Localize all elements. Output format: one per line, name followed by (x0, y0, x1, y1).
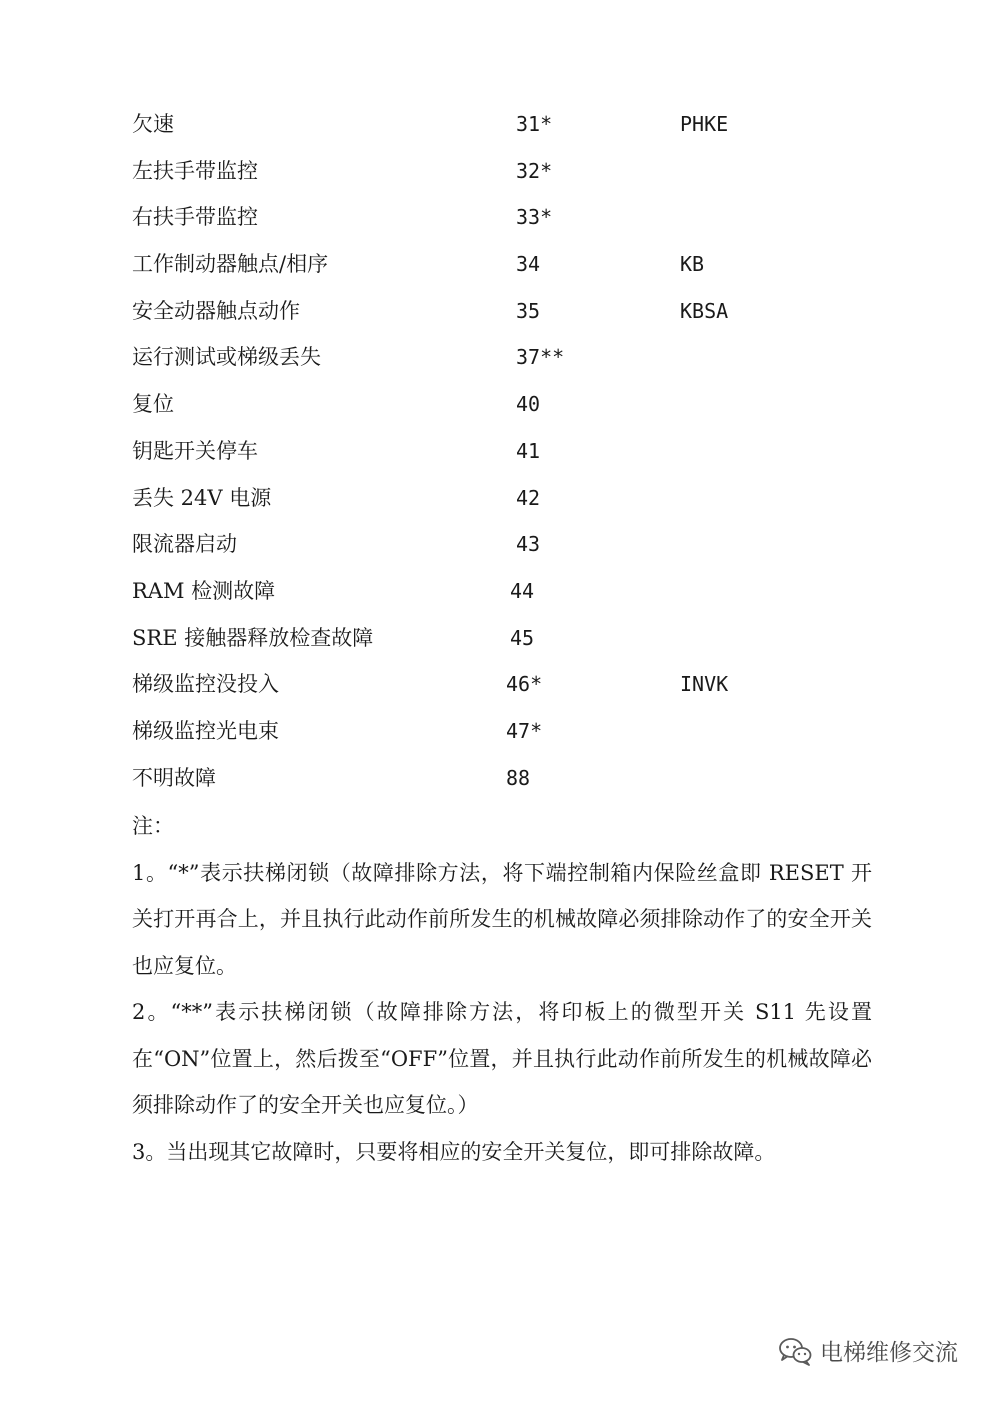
fault-name: 不明故障 (132, 765, 216, 790)
fault-code: 42 (516, 485, 541, 510)
table-row (132, 477, 892, 524)
table-row (132, 570, 892, 617)
wechat-icon (778, 1336, 812, 1366)
note-item-1: 1。“*”表示扶梯闭锁（故障排除方法，将下端控制箱内保险丝盒即 RESET 开关打开再合上，并且执行此动作前所发生的机械故障必须排除动作了的安全开关也应复位。 (132, 860, 872, 978)
table-row (132, 150, 892, 197)
table-row (132, 103, 892, 150)
table-row (132, 290, 892, 337)
fault-code: 46* (506, 672, 543, 697)
fault-code: 40 (516, 392, 541, 417)
table-row (132, 383, 892, 430)
fault-name: 限流器启动 (132, 532, 237, 557)
fault-code: 35 (516, 298, 541, 323)
fault-name: 钥匙开关停车 (132, 438, 258, 463)
fault-code: 41 (516, 438, 541, 463)
notes-heading: 注： (132, 814, 174, 838)
watermark (778, 1334, 958, 1367)
fault-code: 37** (516, 345, 565, 370)
fault-code: 34 (516, 252, 541, 277)
fault-code-table (132, 103, 892, 803)
fault-name: 安全动器触点动作 (132, 298, 300, 323)
fault-abbr: INVK (680, 672, 729, 697)
table-row (132, 757, 892, 804)
fault-name: 欠速 (132, 112, 174, 136)
fault-name: 工作制动器触点/相序 (132, 252, 329, 277)
fault-abbr: PHKE (680, 112, 729, 136)
fault-name: 右扶手带监控 (132, 205, 258, 230)
fault-code: 31* (516, 112, 553, 136)
table-row (132, 196, 892, 243)
fault-name: 运行测试或梯级丢失 (132, 345, 321, 370)
table-row (132, 430, 892, 477)
fault-name: 梯级监控没投入 (132, 672, 279, 697)
fault-code: 45 (510, 625, 535, 650)
table-row (132, 243, 892, 290)
table-row (132, 617, 892, 664)
fault-name: 丢失 24V 电源 (132, 485, 272, 510)
fault-code: 44 (510, 578, 535, 603)
fault-code: 88 (506, 765, 531, 790)
note-item-2: 2。“**”表示扶梯闭锁（故障排除方法，将印板上的微型开关 S11 先设置在“ON”位置上，然后拨至“OFF”位置，并且执行此动作前所发生的机械故障必须排除动作了的安全开关也应复位。） (132, 1000, 872, 1117)
fault-abbr: KBSA (680, 298, 729, 323)
table-row (132, 663, 892, 710)
fault-name: SRE 接触器释放检查故障 (132, 625, 374, 650)
watermark-text: 电梯维修交流 (820, 1340, 958, 1366)
table-row (132, 710, 892, 757)
fault-code: 33* (516, 205, 553, 230)
fault-code: 47* (506, 718, 543, 743)
note-item-3: 3。当出现其它故障时，只要将相应的安全开关复位，即可排除故障。 (132, 1139, 776, 1164)
table-row (132, 336, 892, 383)
fault-code: 32* (516, 158, 553, 183)
fault-abbr: KB (680, 252, 705, 277)
table-row (132, 523, 892, 570)
fault-name: RAM 检测故障 (132, 578, 276, 603)
notes-section (132, 803, 872, 1175)
fault-name: 复位 (132, 392, 174, 417)
fault-name: 梯级监控光电束 (132, 718, 279, 743)
fault-name: 左扶手带监控 (132, 158, 258, 183)
fault-code: 43 (516, 532, 541, 557)
